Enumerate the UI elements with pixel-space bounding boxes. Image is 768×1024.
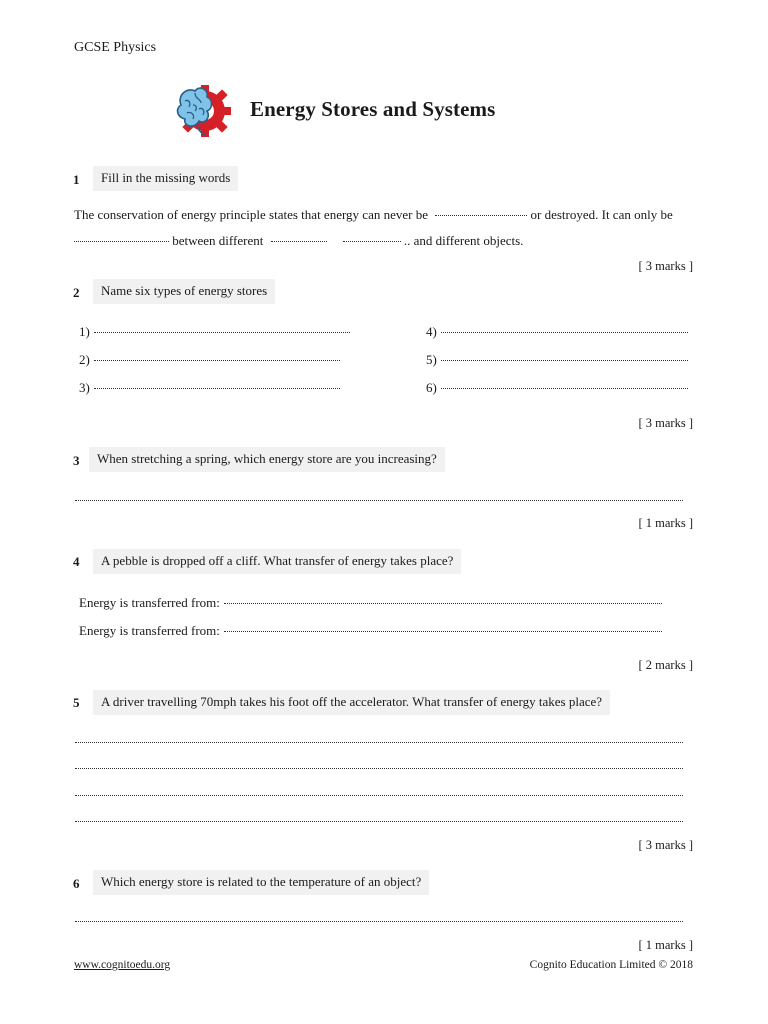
answer-line[interactable] (75, 795, 683, 797)
q1-text-part: between different (169, 233, 267, 248)
question-number: 4 (73, 554, 80, 569)
q1-text-part: or destroyed. It can only be (527, 207, 673, 222)
footer-link[interactable]: www.cognitoedu.org (74, 959, 171, 971)
answer-line[interactable] (75, 921, 683, 923)
answer-label: 2) (79, 352, 90, 367)
answer-line[interactable] (75, 742, 683, 744)
question-prompt: Name six types of energy stores (93, 279, 275, 304)
answer-blank[interactable] (271, 241, 327, 242)
answer-blank[interactable] (435, 215, 527, 216)
question-number: 6 (73, 876, 80, 891)
answer-label: 1) (79, 324, 90, 339)
answer-label: Energy is transferred from: (79, 595, 220, 610)
marks-label: [ 3 marks ] (638, 416, 693, 430)
question-prompt: A pebble is dropped off a cliff. What transfer of energy takes place? (93, 549, 461, 574)
answer-line[interactable] (75, 500, 683, 502)
answer-blank[interactable] (441, 360, 688, 361)
question-prompt: Fill in the missing words (93, 166, 238, 191)
marks-label: [ 3 marks ] (638, 259, 693, 273)
q4-answer-line-1 (79, 595, 662, 611)
answer-label: Energy is transferred from: (79, 623, 220, 638)
answer-label: 6) (426, 380, 437, 395)
q1-text-part: .. and different objects. (400, 233, 524, 248)
answer-label: 3) (79, 380, 90, 395)
question-prompt: When stretching a spring, which energy store are you increasing? (89, 447, 445, 472)
marks-label: [ 1 marks ] (638, 516, 693, 530)
q1-text-part: The conservation of energy principle states that energy can never be (74, 207, 432, 222)
page-title: Energy Stores and Systems (250, 97, 496, 121)
answer-blank[interactable] (224, 631, 662, 632)
question-number: 2 (73, 285, 80, 300)
q2-answer-3 (79, 380, 340, 396)
question-number: 1 (73, 172, 80, 187)
q2-answer-5 (426, 352, 688, 368)
answer-label: 5) (426, 352, 437, 367)
subject-header: GCSE Physics (74, 40, 157, 55)
answer-blank[interactable] (74, 241, 169, 242)
answer-line[interactable] (75, 821, 683, 823)
answer-blank[interactable] (94, 332, 350, 333)
answer-blank[interactable] (441, 388, 688, 389)
q1-sentence-line2 (74, 233, 523, 249)
question-number: 3 (73, 453, 80, 468)
q2-answer-1 (79, 324, 350, 340)
brain-gear-icon (173, 81, 233, 141)
answer-blank[interactable] (224, 603, 662, 604)
question-prompt: Which energy store is related to the temperature of an object? (93, 870, 429, 895)
question-prompt: A driver travelling 70mph takes his foot off the accelerator. What transfer of energy takes place? (93, 690, 610, 715)
q4-answer-line-2 (79, 623, 662, 639)
q2-answer-6 (426, 380, 688, 396)
answer-blank[interactable] (94, 388, 340, 389)
footer-copyright: Cognito Education Limited © 2018 (529, 959, 693, 971)
answer-line[interactable] (75, 768, 683, 770)
answer-label: 4) (426, 324, 437, 339)
marks-label: [ 3 marks ] (638, 838, 693, 852)
q1-sentence-line1 (74, 207, 673, 223)
marks-label: [ 1 marks ] (638, 938, 693, 952)
marks-label: [ 2 marks ] (638, 658, 693, 672)
answer-blank[interactable] (441, 332, 688, 333)
q2-answer-4 (426, 324, 688, 340)
answer-blank[interactable] (94, 360, 340, 361)
q2-answer-2 (79, 352, 340, 368)
answer-blank[interactable] (343, 241, 401, 242)
question-number: 5 (73, 695, 80, 710)
